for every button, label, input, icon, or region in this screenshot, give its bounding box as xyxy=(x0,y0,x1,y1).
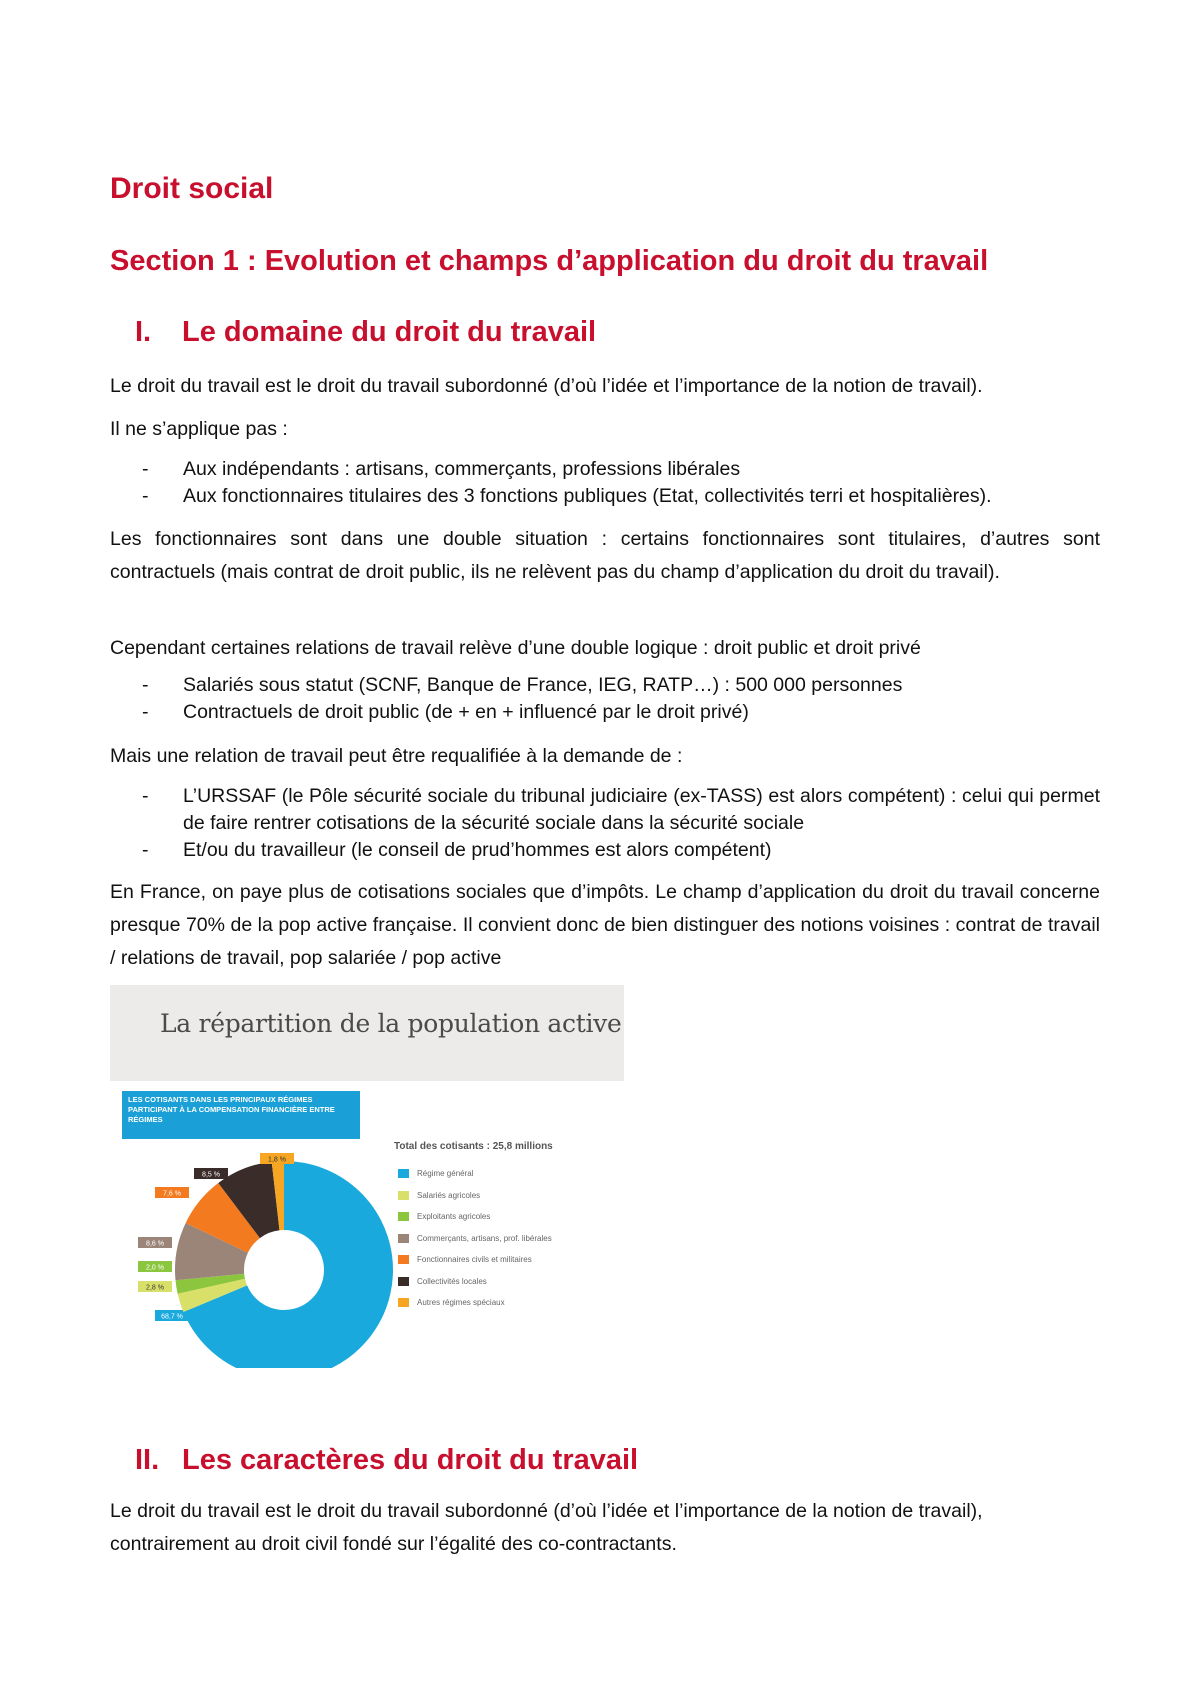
part1-heading-text: Le domaine du droit du travail xyxy=(182,316,597,348)
bullet-dash: - xyxy=(142,674,149,696)
part1-paragraph-2: Il ne s’applique pas : xyxy=(110,418,288,440)
svg-text:8,6 %: 8,6 % xyxy=(146,1240,164,1248)
section-heading: Section 1 : Evolution et champs d’application du droit du travail xyxy=(110,245,989,277)
requalification-list xyxy=(110,783,1100,864)
legend-item xyxy=(398,1228,552,1250)
svg-text:7,6 %: 7,6 % xyxy=(163,1190,181,1198)
part1-number: I. xyxy=(135,316,152,348)
legend-item xyxy=(398,1271,552,1293)
list-item: - Salariés sous statut (SCNF, Banque de France, IEG, RATP…) : 500 000 personnes xyxy=(110,672,1100,699)
part2-paragraph-1: Le droit du travail est le droit du travail subordonné (d’où l’idée et l’importance de la notion de travail), contrairement au droit civil fondé sur l’égalité des co-contractants. xyxy=(110,1500,983,1555)
legend-item xyxy=(398,1185,552,1207)
legend-label: Collectivités locales xyxy=(417,1276,487,1286)
bullet-dash: - xyxy=(142,785,149,807)
legend-item xyxy=(398,1292,552,1314)
part2-heading xyxy=(135,1444,638,1477)
bullet-dash: - xyxy=(142,485,149,507)
bullet-dash: - xyxy=(142,839,149,861)
part1-paragraph-6: En France, on paye plus de cotisations sociales que d’impôts. Le champ d’application du droit du travail concerne presque 70% de la pop active française. Il convient donc de bien distinguer des notions voisines : contrat de travail / relations de travail, pop salariée / pop active xyxy=(110,881,1100,969)
part2-number: II. xyxy=(135,1444,160,1476)
bullet-dash: - xyxy=(142,701,149,723)
infographic-total: Total des cotisants : 25,8 millions xyxy=(394,1141,553,1152)
exclusions-list xyxy=(110,456,1100,510)
chart-legend xyxy=(398,1163,552,1314)
population-infographic xyxy=(110,985,624,1368)
slice-value-label xyxy=(138,1261,172,1272)
legend-label: Salariés agricoles xyxy=(417,1190,481,1200)
double-logic-list xyxy=(110,672,1100,726)
legend-item xyxy=(398,1163,552,1185)
legend-label: Autres régimes spéciaux xyxy=(417,1298,505,1308)
legend-label: Fonctionnaires civils et militaires xyxy=(417,1255,532,1265)
svg-text:2,8 %: 2,8 % xyxy=(146,1284,164,1292)
legend-label: Commerçants, artisans, prof. libérales xyxy=(417,1233,552,1243)
svg-text:2,0 %: 2,0 % xyxy=(146,1264,164,1272)
list-item: - Contractuels de droit public (de + en + influencé par le droit privé) xyxy=(110,699,1100,726)
legend-item xyxy=(398,1249,552,1271)
list-item: - Aux indépendants : artisans, commerçants, professions libérales xyxy=(110,456,1100,483)
part1-paragraph-3: Les fonctionnaires sont dans une double situation : certains fonctionnaires sont titulaires, d’autres sont contractuels (mais contrat de droit public, ils ne relèvent pas du champ d’application du droit du travail). xyxy=(110,528,1100,583)
svg-text:1,8 %: 1,8 % xyxy=(268,1156,286,1164)
slice-value-label xyxy=(138,1281,172,1292)
pie-chart xyxy=(110,1081,400,1368)
list-item: - L’URSSAF (le Pôle sécurité sociale du tribunal judiciaire (ex-TASS) est alors compétent) : celui qui permet de faire rentrer cotisations de la sécurité sociale dans la sécurité sociale xyxy=(142,785,1100,834)
document-title: Droit social xyxy=(110,172,274,205)
bullet-dash: - xyxy=(142,458,149,480)
slice-value-label xyxy=(194,1168,228,1179)
part1-heading xyxy=(135,316,596,349)
part1-paragraph-5: Mais une relation de travail peut être requalifiée à la demande de : xyxy=(110,745,683,767)
legend-label: Régime général xyxy=(417,1169,474,1179)
slice-value-label xyxy=(138,1237,172,1248)
list-item: - Aux fonctionnaires titulaires des 3 fonctions publiques (Etat, collectivités terri et hospitalières). xyxy=(110,483,1100,510)
part1-paragraph-1: Le droit du travail est le droit du travail subordonné (d’où l’idée et l’importance de la notion de travail). xyxy=(110,375,983,397)
infographic-title: La répartition de la population active xyxy=(160,1009,622,1038)
slice-value-label xyxy=(260,1153,294,1164)
slice-value-label xyxy=(155,1187,189,1198)
list-item: - Et/ou du travailleur (le conseil de prud’hommes est alors compétent) xyxy=(110,837,1100,864)
part2-heading-text: Les caractères du droit du travail xyxy=(182,1444,639,1476)
legend-label: Exploitants agricoles xyxy=(417,1212,491,1222)
infographic-banner: LES COTISANTS DANS LES PRINCIPAUX RÉGIMES PARTICIPANT À LA COMPENSATION FINANCIÈRE ENTRE RÉGIMES xyxy=(122,1091,360,1139)
svg-text:8,5 %: 8,5 % xyxy=(202,1171,220,1179)
part1-paragraph-4: Cependant certaines relations de travail relève d’une double logique : droit public et droit privé xyxy=(110,637,921,659)
legend-item xyxy=(398,1206,552,1228)
infographic-panel xyxy=(110,1081,624,1368)
svg-text:68,7 %: 68,7 % xyxy=(161,1313,183,1321)
